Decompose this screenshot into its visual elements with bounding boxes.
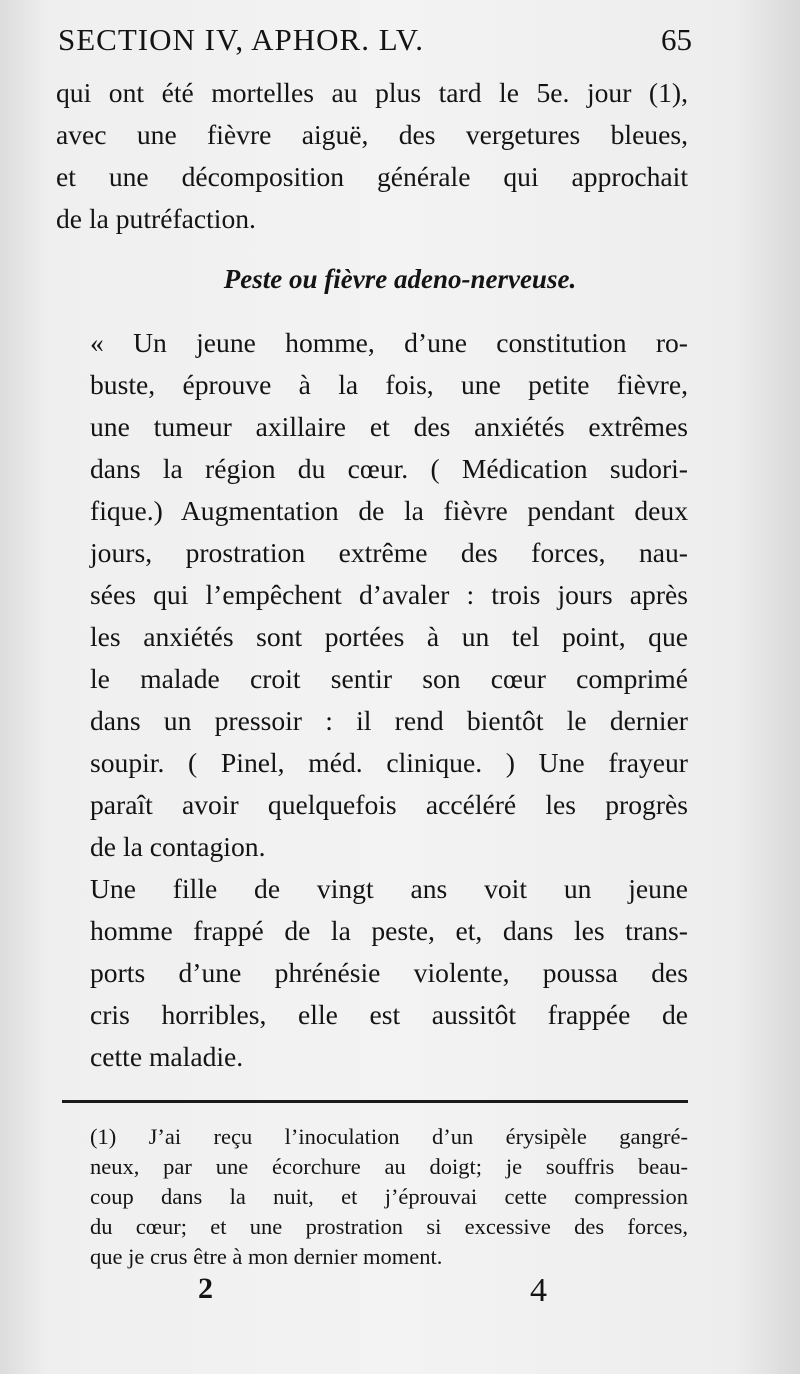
text-line: soupir. ( Pinel, méd. clinique. ) Une frayeur [90, 747, 688, 778]
text-line: les anxiétés sont portées à un tel point, que [90, 621, 688, 652]
text-line: le malade croit sentir son cœur comprimé [90, 663, 688, 694]
page-number: 65 [661, 22, 692, 57]
text-line: dans la région du cœur. ( Médication sudori- [90, 453, 688, 484]
signature-mark-right: 4 [530, 1272, 547, 1309]
paragraph-continuation [56, 72, 688, 240]
text-line: avec une fièvre aiguë, des vergetures bleues, [56, 119, 688, 150]
footnote-line: (1) J’ai reçu l’inoculation d’un érysipèle gangré- [90, 1124, 688, 1149]
text-line: fique.) Augmentation de la fièvre pendant deux [90, 495, 688, 526]
text-line: dans un pressoir : il rend bientôt le dernier [90, 705, 688, 736]
text-line: paraît avoir quelquefois accéléré les progrès [90, 789, 688, 820]
text-line: de la contagion. [90, 831, 266, 862]
footnote-line: que je crus être à mon dernier moment. [90, 1244, 443, 1269]
paragraph-case-report [56, 322, 688, 868]
signature-mark-left: 2 [198, 1272, 213, 1305]
text-line: et une décomposition générale qui approchait [56, 161, 688, 192]
footnote-line: coup dans la nuit, et j’éprouvai cette compression [90, 1184, 688, 1209]
footnote-line: du cœur; et une prostration si excessive des forces, [90, 1214, 688, 1239]
footnote [62, 1122, 688, 1272]
footnote-rule [62, 1100, 688, 1103]
running-head-title: SECTION IV, APHOR. LV. [58, 22, 424, 57]
text-line: ports d’une phrénésie violente, poussa des [90, 957, 688, 988]
text-line: sées qui l’empêchent d’avaler : trois jours après [90, 579, 688, 610]
text-line: de la putréfaction. [56, 203, 256, 234]
text-line: cette maladie. [90, 1041, 244, 1072]
running-head [58, 22, 692, 66]
text-line: homme frappé de la peste, et, dans les trans- [90, 915, 688, 946]
section-subheading: Peste ou fièvre adeno-nerveuse. [223, 264, 577, 294]
text-line: buste, éprouve à la fois, une petite fièvre, [90, 369, 688, 400]
text-line: qui ont été mortelles au plus tard le 5e. jour (1), [56, 77, 688, 108]
paragraph-second-case [56, 868, 688, 1078]
text-line: cris horribles, elle est aussitôt frappée de [90, 999, 688, 1030]
footnote-line: neux, par une écorchure au doigt; je souffris beau- [90, 1154, 688, 1179]
text-line: jours, prostration extrême des forces, nau- [90, 537, 688, 568]
text-line: « Un jeune homme, d’une constitution ro- [90, 327, 688, 358]
text-line: Une fille de vingt ans voit un jeune [90, 873, 688, 904]
text-line: une tumeur axillaire et des anxiétés extrêmes [90, 411, 688, 442]
